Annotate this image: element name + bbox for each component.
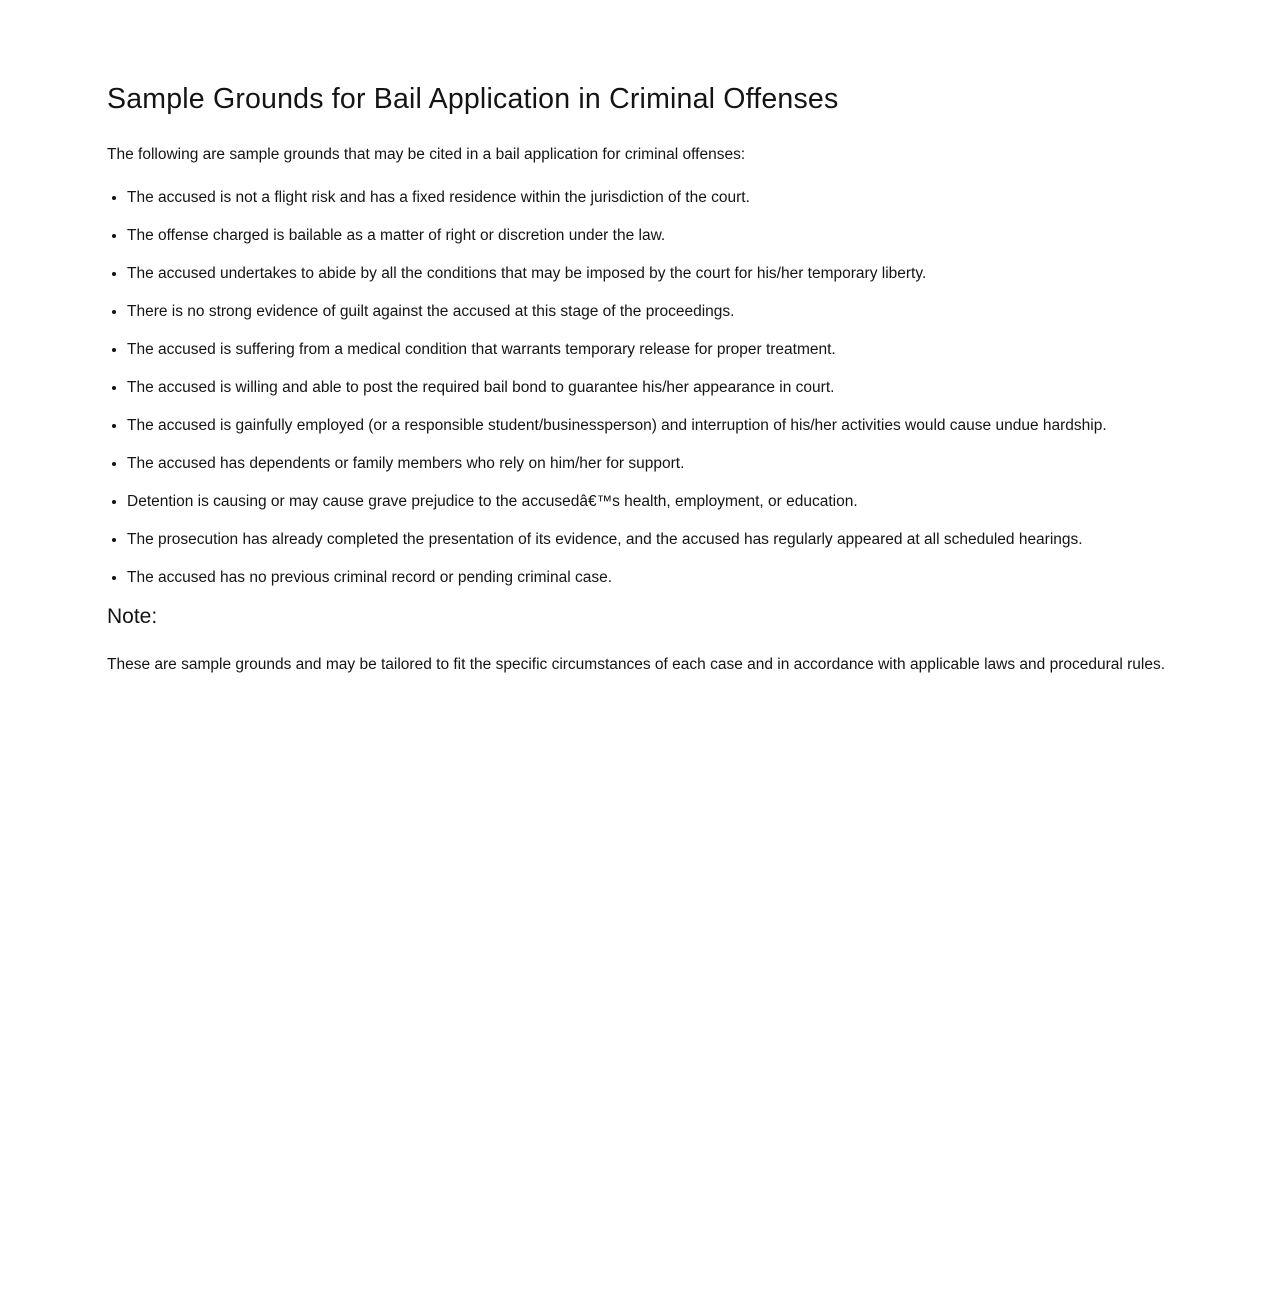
ground-item: • The accused has dependents or family members who rely on him/her for support. [127, 451, 1171, 476]
ground-item: • The accused is gainfully employed (or a responsible student/businessperson) and interruption of his/her activities would cause undue hardship. [127, 413, 1171, 438]
note-heading: Note: [107, 605, 158, 628]
ground-item: • The offense charged is bailable as a matter of right or discretion under the law. [127, 223, 1171, 248]
document-title: Sample Grounds for Bail Application in Criminal Offenses [107, 83, 839, 115]
ground-item: • The accused undertakes to abide by all the conditions that may be imposed by the court for his/her temporary liberty. [127, 261, 1171, 286]
grounds-list [107, 185, 1171, 590]
ground-item: • The accused has no previous criminal record or pending criminal case. [127, 565, 1171, 590]
intro-paragraph: The following are sample grounds that may be cited in a bail application for criminal offenses: [107, 146, 746, 163]
ground-item: • There is no strong evidence of guilt against the accused at this stage of the proceedings. [127, 299, 1171, 324]
note-paragraph: These are sample grounds and may be tailored to fit the specific circumstances of each case and in accordance with applicable laws and procedural rules. [107, 656, 1166, 673]
ground-item: • The accused is suffering from a medical condition that warrants temporary release for proper treatment. [127, 337, 1171, 362]
ground-item: • Detention is causing or may cause grave prejudice to the accusedâ€™s health, employment, or education. [127, 489, 1171, 514]
ground-item: • The accused is willing and able to post the required bail bond to guarantee his/her appearance in court. [127, 375, 1171, 400]
ground-item: • The prosecution has already completed the presentation of its evidence, and the accused has regularly appeared at all scheduled hearings. [127, 527, 1171, 552]
ground-item: • The accused is not a flight risk and has a fixed residence within the jurisdiction of the court. [127, 185, 1171, 210]
